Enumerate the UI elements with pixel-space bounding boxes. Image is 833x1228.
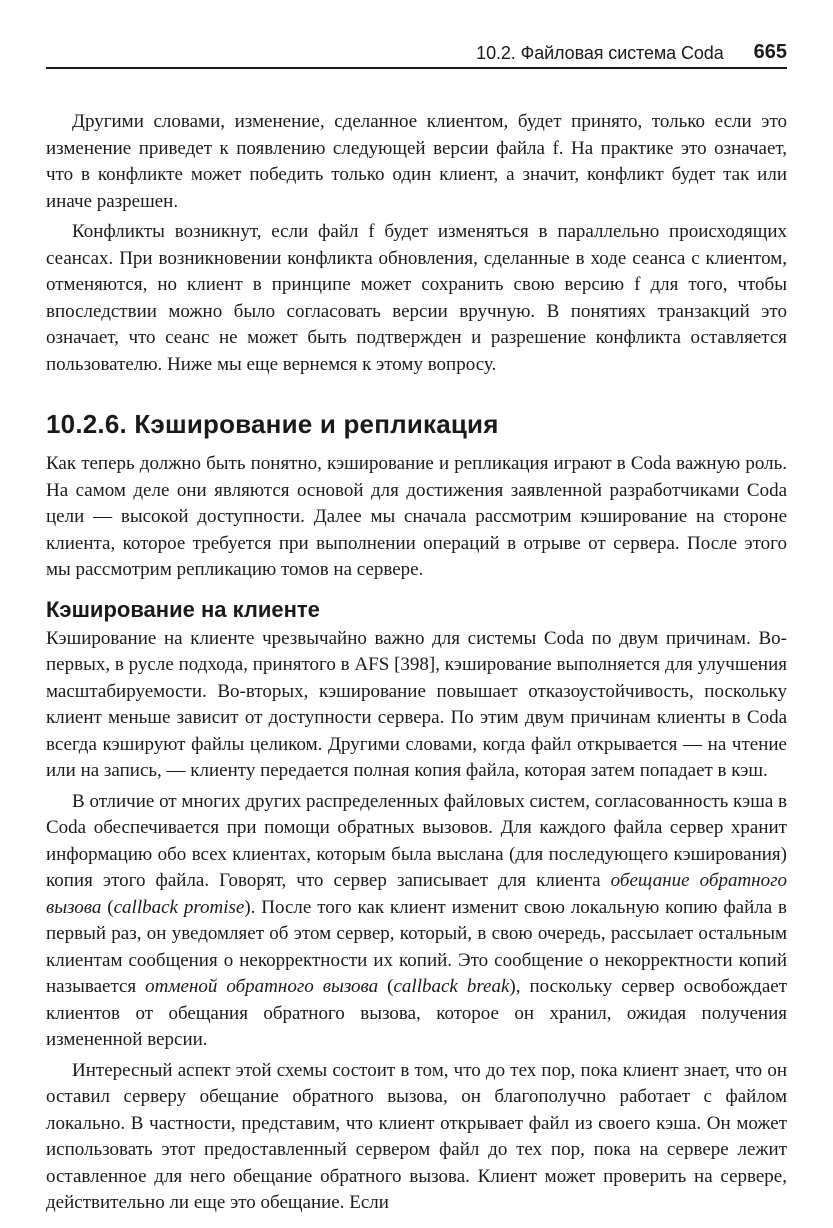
paragraph-client-caching: Кэширование на клиенте чрезвычайно важно для системы Coda по двум причинам. Во-первых, в русле подхода, принятого в AFS [398], кэширование выполняется для улучшения масштабируемости. Во-вторых, кэширование повышает отказоустойчивость, поскольку клиент меньше зависит от доступности сервера. По этим двум причинам клиенты в Coda всегда кэшируют файлы целиком. Другими словами, когда файл открывается — на чтение или на запись, — клиенту передается полная копия файла, которая затем попадает в кэш. [46, 627, 787, 781]
page-number: 665 [753, 41, 787, 63]
paragraph-conflicts: Конфликты возникнут, если файл f будет изменяться в параллельно происходящих сеансах. При возникновении конфликта обновления, сделанные в ходе сеанса с клиентом, отменяются, но клиент в принципе может сохранить свою версию f для того, чтобы впоследствии можно было согласовать версии вручную. В понятиях транзакций это означает, что сеанс не может быть подтвержден и разрешение конфликта оставляется пользователю. Ниже мы еще вернемся к этому вопросу. [46, 221, 787, 375]
text-run: ( [378, 976, 394, 997]
text-run: ), поскольку сервер освобождает клиентов от обещания обратного вызова, которое он хранил, ожидая получения измененной версии. [46, 976, 788, 1050]
term-callback-break: отменой обратного вызова [145, 976, 379, 997]
subsection-heading: Кэширование на клиенте [46, 596, 320, 622]
paragraph-section-intro: Как теперь должно быть понятно, кэширование и репликация играют в Coda важную роль. На самом деле они являются основой для достижения заявленной разработчиками Coda цели — высокой доступности. Далее мы сначала рассмотрим кэширование на стороне клиента, которое требуется при выполнении операций в отрыве от сервера. После этого мы рассмотрим репликацию томов на сервере. [46, 453, 787, 580]
text-run: В отличие от многих других распределенных файловых систем, согласованность кэша в Coda обеспечивается при помощи обратных вызовов. Для каждого файла сервер хранит информацию обо всех клиентах, которым была выслана (для последующего кэширования) копия этого файла. Говорят, что сервер записывает для клиента [46, 790, 787, 891]
paragraph-callbacks [46, 789, 787, 1054]
text-run: ( [101, 896, 114, 918]
running-title: 10.2. Файловая система Coda [476, 43, 724, 63]
section-heading: 10.2.6. Кэширование и репликация [46, 409, 499, 439]
term-callback-promise-en: callback promise [113, 896, 245, 918]
term-callback-break-en: callback break [393, 976, 510, 997]
paragraph-conflict-resolution: Другими словами, изменение, сделанное клиентом, будет принято, только если это изменение приведет к появлению следующей версии файла f. На практике это означает, что в конфликте может победить только один клиент, а значит, конфликт будет так или иначе разрешен. [46, 111, 787, 212]
text-run: ). После того как клиент изменит свою локальную копию файла в первый раз, он уведомляет об этом сервер, который, в свою очередь, рассылает остальным клиентам сообщения о некорректности их копий. Это сообщение о некорректности копий называется [46, 896, 788, 997]
page-body [46, 109, 787, 1217]
running-header [46, 36, 787, 69]
paragraph-local-work: Интересный аспект этой схемы состоит в том, что до тех пор, пока клиент знает, что он оставил серверу обещание обратного вызова, он благополучно работает с файлом локально. В частности, представим, что клиент открывает файл из своего кэша. Он может использовать этот предоставленный сервером файл до тех пор, пока на сервере лежит оставленное для него обещание обратного вызова. Клиент может проверить на сервере, действительно ли еще это обещание. Если [46, 1059, 787, 1213]
term-callback-promise: обещание обратного вызова [46, 870, 787, 918]
